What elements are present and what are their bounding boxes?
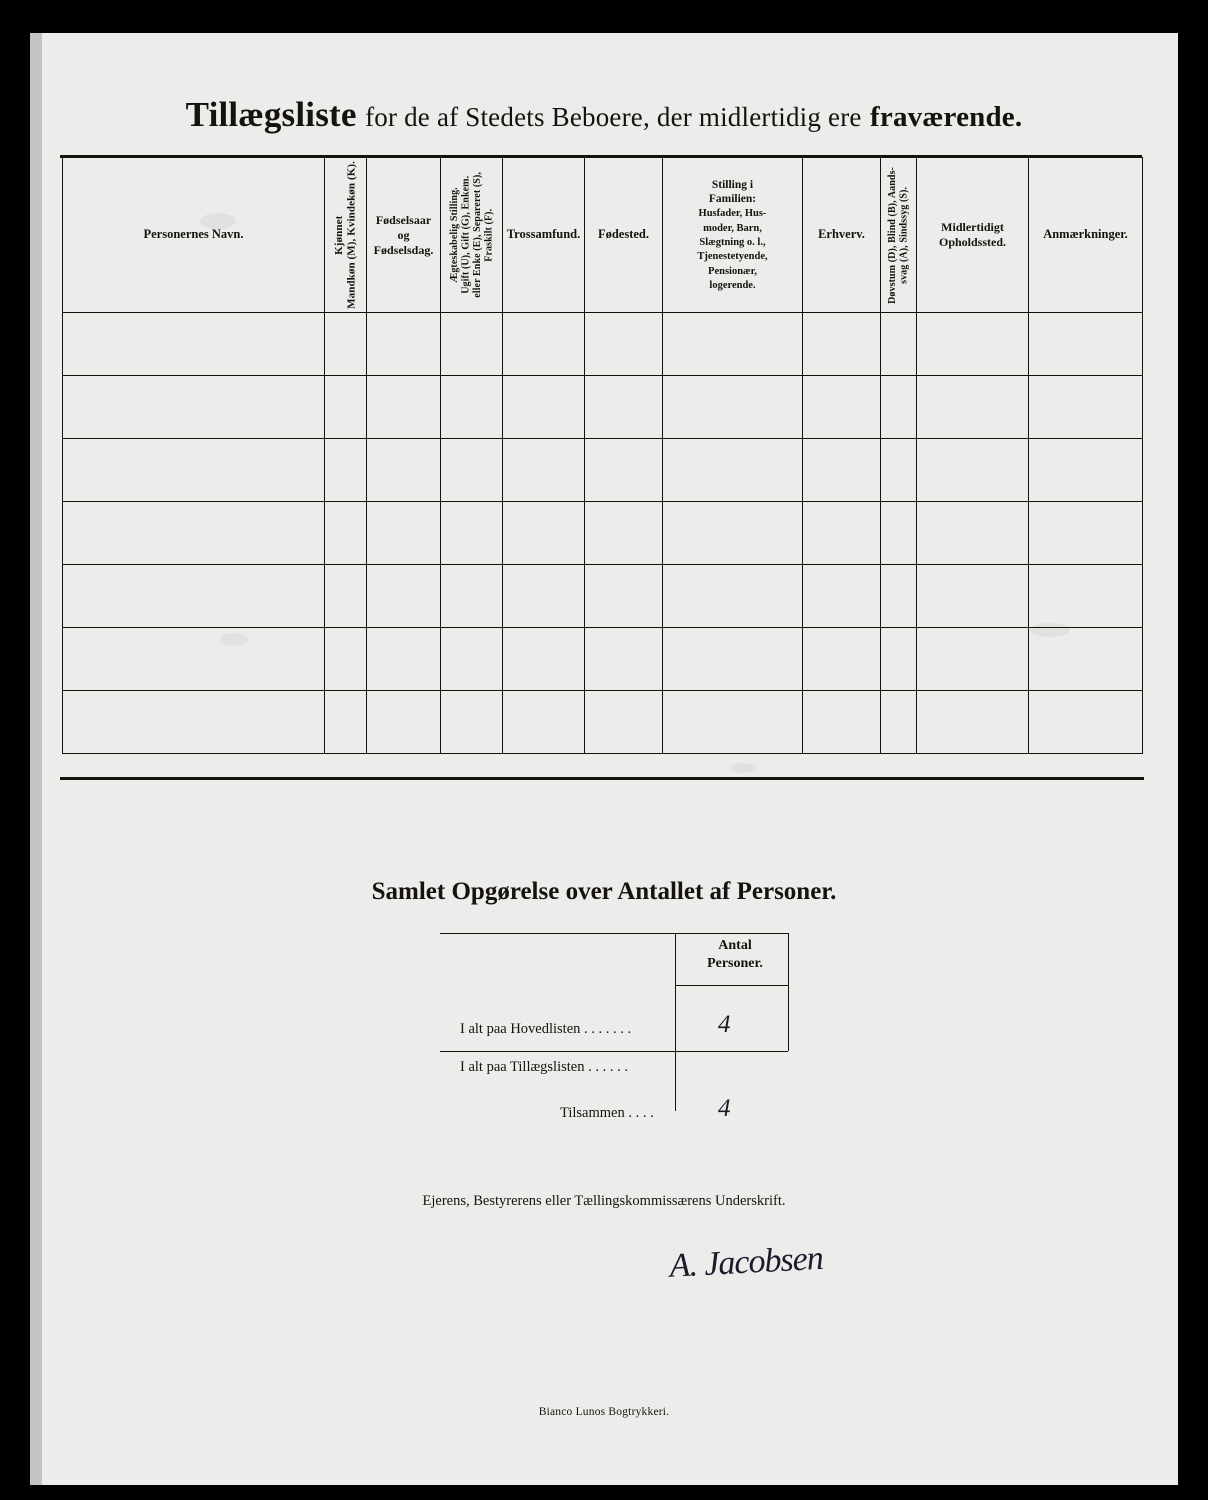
cell-stilling[interactable] <box>663 502 803 565</box>
cell-fodsel[interactable] <box>367 502 441 565</box>
cell-egteskab[interactable] <box>441 376 503 439</box>
cell-erhverv[interactable] <box>803 628 881 691</box>
column-header-fodsel <box>367 158 441 313</box>
cell-opholdssted[interactable] <box>917 376 1029 439</box>
column-header-fodsel-line2: og <box>397 227 410 242</box>
column-header-egteskab <box>441 158 503 313</box>
table-body <box>63 313 1143 754</box>
cell-tros[interactable] <box>503 691 585 754</box>
column-header-stilling-line4: moder, Barn, <box>703 222 762 234</box>
column-header-opholdssted-line2: Opholdssted. <box>938 235 1007 249</box>
cell-fodested[interactable] <box>585 502 663 565</box>
column-header-fodsel-line3: Fødselsdag. <box>373 242 434 257</box>
table-row[interactable] <box>63 628 1143 691</box>
cell-tros[interactable] <box>503 376 585 439</box>
cell-erhverv[interactable] <box>803 565 881 628</box>
cell-erhverv[interactable] <box>803 691 881 754</box>
column-header-dovstum <box>881 158 917 313</box>
cell-erhverv[interactable] <box>803 439 881 502</box>
cell-dovstum[interactable] <box>881 313 917 376</box>
cell-kjon[interactable] <box>325 313 367 376</box>
scan-edge-shadow <box>30 33 42 1485</box>
column-header-opholdssted <box>917 158 1029 313</box>
summary-column-header <box>680 937 790 973</box>
cell-stilling[interactable] <box>663 439 803 502</box>
column-header-stilling-line3: Husfader, Hus- <box>698 208 767 220</box>
cell-stilling[interactable] <box>663 628 803 691</box>
cell-kjon[interactable] <box>325 691 367 754</box>
table-row[interactable] <box>63 502 1143 565</box>
absentees-table <box>62 157 1142 777</box>
cell-tros[interactable] <box>503 313 585 376</box>
column-header-dovstum-label: Døvstum (D), Blind (B), Aands- svag (A), Sindssyg (S). <box>887 166 910 304</box>
cell-fodested[interactable] <box>585 628 663 691</box>
cell-anmerkninger[interactable] <box>1029 376 1143 439</box>
cell-kjon[interactable] <box>325 628 367 691</box>
cell-navn[interactable] <box>63 628 325 691</box>
cell-fodsel[interactable] <box>367 628 441 691</box>
table-row[interactable] <box>63 376 1143 439</box>
cell-egteskab[interactable] <box>441 502 503 565</box>
cell-dovstum[interactable] <box>881 502 917 565</box>
column-header-navn <box>63 158 325 313</box>
cell-fodsel[interactable] <box>367 565 441 628</box>
summary-column-header-line1: Antal <box>718 938 752 953</box>
cell-stilling[interactable] <box>663 376 803 439</box>
cell-fodsel[interactable] <box>367 439 441 502</box>
column-header-fodested-label: Fødested. <box>597 227 650 242</box>
column-header-navn-label: Personernes Navn. <box>143 227 244 242</box>
column-header-anmerkninger-label: Anmærkninger. <box>1043 227 1128 242</box>
cell-navn[interactable] <box>63 502 325 565</box>
column-header-opholdssted-line1: Midlertidigt <box>941 220 1004 234</box>
cell-stilling[interactable] <box>663 691 803 754</box>
summary-row-label-hovedlisten: I alt paa Hovedlisten . . . . . . . <box>460 1021 632 1037</box>
column-header-fodested <box>585 158 663 313</box>
cell-egteskab[interactable] <box>441 565 503 628</box>
cell-dovstum[interactable] <box>881 691 917 754</box>
cell-opholdssted[interactable] <box>917 313 1029 376</box>
printer-imprint: Bianco Lunos Bogtrykkeri. <box>538 1406 670 1418</box>
cell-anmerkninger[interactable] <box>1029 565 1143 628</box>
summary-row-value-hovedlisten: 4 <box>718 1011 731 1038</box>
cell-egteskab[interactable] <box>441 628 503 691</box>
column-header-stilling <box>663 158 803 313</box>
absentees-grid <box>62 157 1143 754</box>
table-row[interactable] <box>63 691 1143 754</box>
summary-table <box>440 933 800 1122</box>
cell-fodsel[interactable] <box>367 376 441 439</box>
cell-fodsel[interactable] <box>367 691 441 754</box>
table-bottom-rule <box>60 777 1144 780</box>
cell-erhverv[interactable] <box>803 502 881 565</box>
column-header-trossamfund-label: Trossamfund. <box>506 227 581 242</box>
cell-anmerkninger[interactable] <box>1029 439 1143 502</box>
cell-fodested[interactable] <box>585 691 663 754</box>
cell-erhverv[interactable] <box>803 313 881 376</box>
cell-fodested[interactable] <box>585 376 663 439</box>
cell-dovstum[interactable] <box>881 376 917 439</box>
column-header-erhverv-label: Erhverv. <box>818 227 865 242</box>
cell-kjon[interactable] <box>325 502 367 565</box>
summary-column-header-line2: Personer. <box>707 956 763 972</box>
cell-tros[interactable] <box>503 502 585 565</box>
summary-divider-vertical-lower <box>675 1051 676 1111</box>
cell-opholdssted[interactable] <box>917 439 1029 502</box>
signature-caption: Ejerens, Bestyrerens eller Tællingskommissærens Underskrift. <box>422 1193 786 1209</box>
column-header-kjon <box>325 158 367 313</box>
cell-kjon[interactable] <box>325 376 367 439</box>
column-header-fodsel-line1: Fødselsaar <box>375 212 432 227</box>
cell-dovstum[interactable] <box>881 628 917 691</box>
cell-opholdssted[interactable] <box>917 691 1029 754</box>
table-row[interactable] <box>63 313 1143 376</box>
cell-opholdssted[interactable] <box>917 628 1029 691</box>
table-row[interactable] <box>63 565 1143 628</box>
page-title <box>30 95 1178 135</box>
cell-fodsel[interactable] <box>367 313 441 376</box>
column-header-stilling-line1: Stilling i <box>711 178 754 191</box>
cell-fodested[interactable] <box>585 439 663 502</box>
cell-tros[interactable] <box>503 565 585 628</box>
summary-row-label-tilsammen: Tilsammen . . . . <box>560 1105 654 1121</box>
page-title-lead: Tillægsliste <box>185 95 357 134</box>
cell-stilling[interactable] <box>663 565 803 628</box>
page-title-middle: for de af Stedets Beboere, der midlertidig ere <box>365 102 862 132</box>
cell-navn[interactable] <box>63 565 325 628</box>
cell-stilling[interactable] <box>663 313 803 376</box>
column-header-stilling-line7: Pensionær, <box>708 265 757 277</box>
cell-anmerkninger[interactable] <box>1029 628 1143 691</box>
cell-fodested[interactable] <box>585 565 663 628</box>
column-header-stilling-line6: Tjenestetyende, <box>697 251 768 263</box>
cell-tros[interactable] <box>503 628 585 691</box>
column-header-egteskab-label: Ægteskabelig Stilling. Ugift (U), Gift (G), Enkem. eller Enke (E), Separeret (S), Fraskilt (F). <box>448 172 494 298</box>
summary-heading: Samlet Opgørelse over Antallet af Personer. <box>371 878 837 905</box>
table-row[interactable] <box>63 439 1143 502</box>
column-header-stilling-line5: Slægtning o. l., <box>699 237 766 248</box>
column-header-trossamfund <box>503 158 585 313</box>
cell-egteskab[interactable] <box>441 313 503 376</box>
cell-dovstum[interactable] <box>881 439 917 502</box>
cell-kjon[interactable] <box>325 439 367 502</box>
column-header-stilling-line8: logerende. <box>709 280 756 292</box>
cell-opholdssted[interactable] <box>917 502 1029 565</box>
cell-fodested[interactable] <box>585 313 663 376</box>
column-header-erhverv <box>803 158 881 313</box>
cell-egteskab[interactable] <box>441 439 503 502</box>
column-header-kjon-label: Kjønnet Mandkøn (M), Kvindekøn (K). <box>332 161 358 309</box>
summary-top-rule <box>440 933 788 934</box>
page-title-tail: fraværende. <box>870 101 1023 133</box>
column-header-anmerkninger <box>1029 158 1143 313</box>
cell-opholdssted[interactable] <box>917 565 1029 628</box>
column-header-stilling-line2: Familien: <box>708 192 757 205</box>
cell-navn[interactable] <box>63 691 325 754</box>
cell-egteskab[interactable] <box>441 691 503 754</box>
cell-navn[interactable] <box>63 313 325 376</box>
summary-total-rule <box>440 1051 788 1052</box>
signature-handwriting: A. Jacobsen <box>668 1239 824 1285</box>
cell-erhverv[interactable] <box>803 376 881 439</box>
cell-navn[interactable] <box>63 376 325 439</box>
census-form-paper <box>30 33 1178 1485</box>
cell-dovstum[interactable] <box>881 565 917 628</box>
summary-row-value-tilsammen: 4 <box>718 1095 731 1122</box>
cell-tros[interactable] <box>503 439 585 502</box>
cell-anmerkninger[interactable] <box>1029 502 1143 565</box>
table-header-row <box>63 158 1143 313</box>
cell-anmerkninger[interactable] <box>1029 313 1143 376</box>
cell-navn[interactable] <box>63 439 325 502</box>
summary-row-label-tillaegslisten: I alt paa Tillægslisten . . . . . . <box>460 1059 628 1075</box>
cell-kjon[interactable] <box>325 565 367 628</box>
summary-antal-rule <box>675 985 788 986</box>
cell-anmerkninger[interactable] <box>1029 691 1143 754</box>
